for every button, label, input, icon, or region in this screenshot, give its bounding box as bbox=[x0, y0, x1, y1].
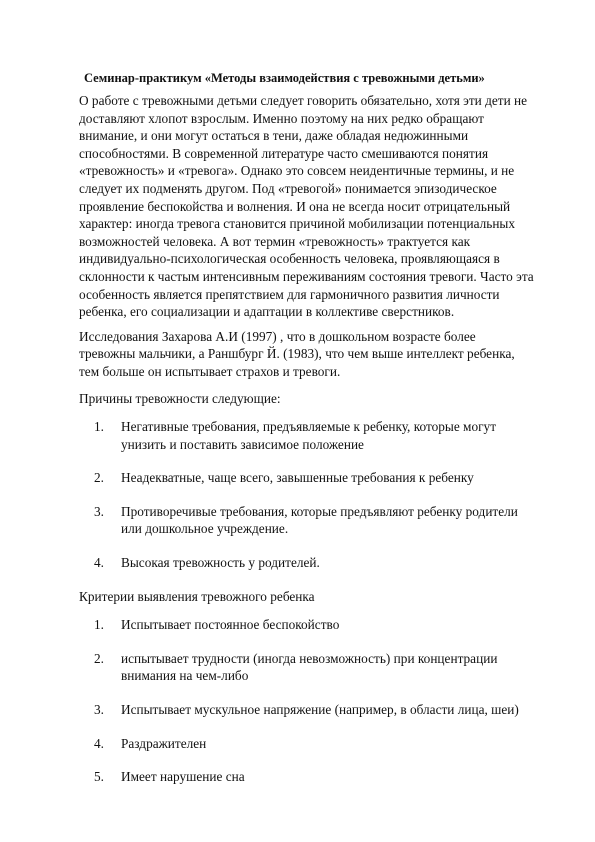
list-text: Высокая тревожность у родителей. bbox=[121, 555, 320, 571]
intro-paragraph: О работе с тревожными детьми следует говорить обязательно, хотя эти дети не доставляют хлопот взрослым. Именно поэтому на них редко обращают внимание, и они могут остаться в тени, даже обладая недюжинными способностями. В современной литературе часто смешиваются понятия «тревожность» и «тревога». Однако это совсем неидентичные термины, и не следует их подменять другом. Под «тревогой» понимается эпизодическое проявление беспокойства и волнения. И она не всегда носит отрицательный характер: иногда тревога становится причиной мобилизации потенциальных возможностей человека. А вот термин «тревожность» трактуется как индивидуально-психологическая особенность человека, проявляющаяся в склонности к частым интенсивным переживаниям состояния тревоги. Часто эта особенность является препятствием для гармоничного развития личности ребенка, его социализации и адаптации в коллективе сверстников. bbox=[79, 93, 534, 320]
list-item bbox=[79, 469, 535, 487]
list-item bbox=[79, 503, 535, 538]
list-item bbox=[79, 701, 535, 719]
list-number: 4. bbox=[94, 555, 104, 571]
list-item bbox=[79, 616, 535, 634]
criteria-heading: Критерии выявления тревожного ребенка bbox=[79, 588, 315, 604]
list-text: Неадекватные, чаще всего, завышенные требования к ребенку bbox=[121, 470, 474, 486]
list-item bbox=[79, 554, 535, 572]
list-number: 1. bbox=[94, 617, 104, 633]
list-text: Испытывает постоянное беспокойство bbox=[121, 617, 340, 633]
causes-list bbox=[79, 418, 535, 572]
list-text: Противоречивые требования, которые предъявляют ребенку родители bbox=[121, 503, 518, 519]
document-title: Семинар-практикум «Методы взаимодействия с тревожными детьми» bbox=[84, 71, 485, 85]
list-text: Испытывает мускульное напряжение (например, в области лица, шеи) bbox=[121, 702, 519, 718]
list-text: испытывает трудности (иногда невозможность) при концентрации bbox=[121, 650, 498, 666]
criteria-list bbox=[79, 616, 535, 786]
list-text: Имеет нарушение сна bbox=[121, 769, 245, 785]
list-item bbox=[79, 735, 535, 753]
list-number: 1. bbox=[94, 419, 104, 435]
list-text: Раздражителен bbox=[121, 735, 207, 751]
list-text-continued: внимания на чем-либо bbox=[121, 668, 249, 684]
list-item bbox=[79, 650, 535, 685]
list-number: 3. bbox=[94, 702, 104, 718]
list-number: 2. bbox=[94, 470, 104, 486]
causes-heading: Причины тревожности следующие: bbox=[79, 390, 281, 406]
list-text: Негативные требования, предъявляемые к ребенку, которые могут bbox=[121, 419, 497, 435]
list-number: 5. bbox=[94, 769, 104, 785]
list-number: 2. bbox=[94, 650, 104, 666]
research-paragraph: Исследования Захарова А.И (1997) , что в дошкольном возрасте более тревожны мальчики, а Раншбург Й. (1983), что чем выше интеллект ребенка, тем больше он испытывает страхов и тревоги. bbox=[79, 328, 515, 379]
list-item bbox=[79, 418, 535, 453]
list-text-continued: унизить и поставить зависимое положение bbox=[121, 436, 364, 452]
list-number: 4. bbox=[94, 735, 104, 751]
list-item bbox=[79, 768, 535, 786]
list-number: 3. bbox=[94, 503, 104, 519]
list-text-continued: или дошкольное учреждение. bbox=[121, 521, 289, 537]
